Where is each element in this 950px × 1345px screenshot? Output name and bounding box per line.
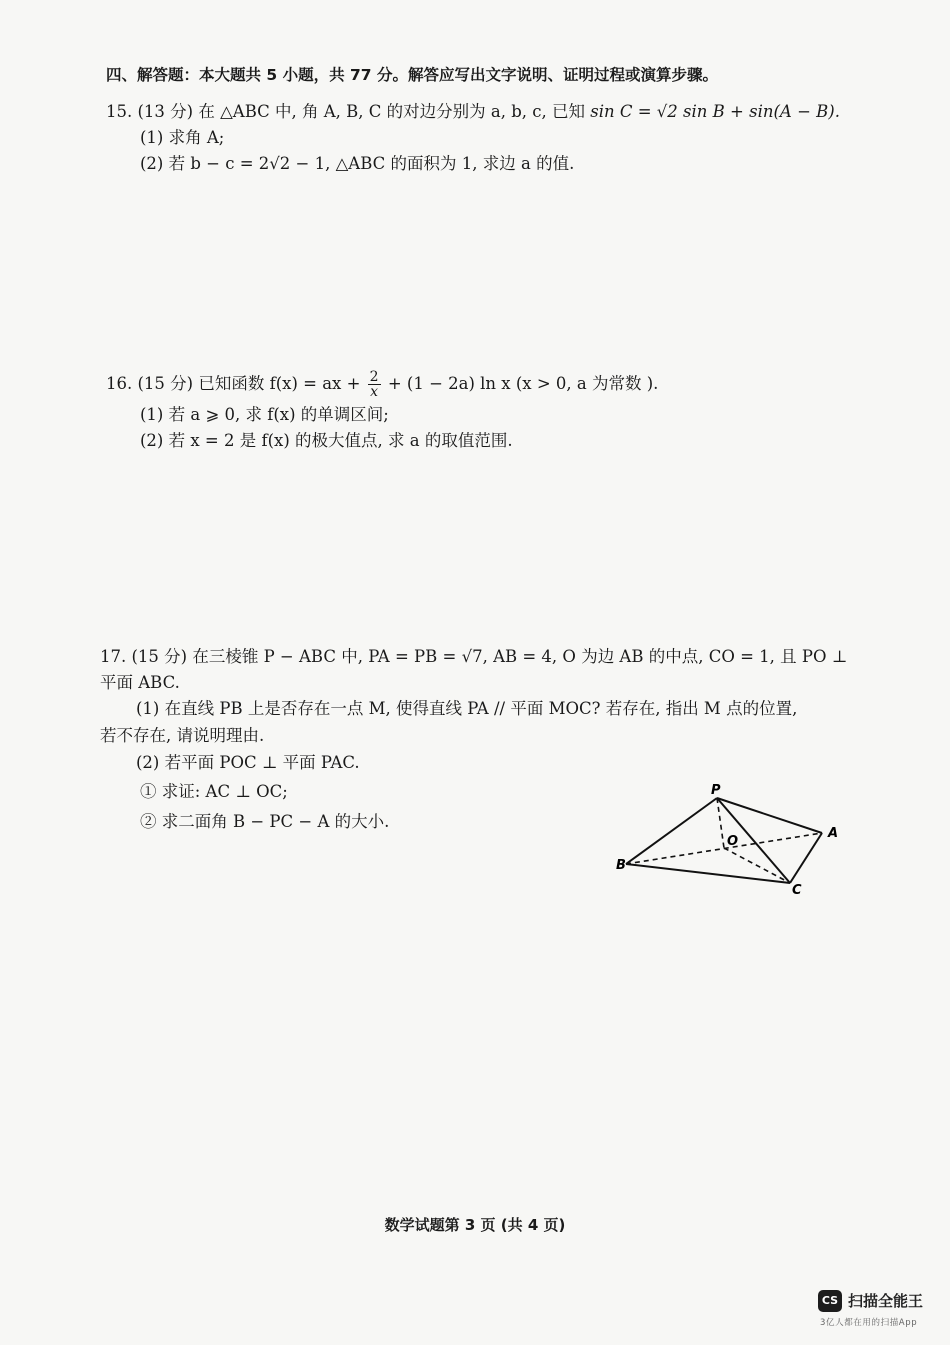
- label-C: C: [792, 883, 802, 896]
- label-A: A: [828, 826, 839, 841]
- edge-OC-hidden: [724, 848, 790, 883]
- q16-stem: [106, 367, 658, 401]
- camscanner-logo-icon: CS: [818, 1290, 842, 1312]
- edge-AC: [790, 833, 822, 883]
- q17-sub1: ① 求证: AC ⊥ OC;: [140, 782, 288, 801]
- q16-part1: (1) 若 a ⩾ 0, 求 f(x) 的单调区间;: [140, 405, 389, 424]
- tetrahedron-figure: [600, 778, 850, 896]
- q16-fraction: [368, 370, 381, 399]
- edge-BC: [626, 864, 790, 883]
- edge-PB: [626, 798, 717, 864]
- q15-stem-formula: sin C = √2 sin B + sin(A − B).: [590, 102, 840, 121]
- camscanner-slogan: 3亿人都在用的扫描App: [820, 1318, 918, 1328]
- label-P: P: [711, 783, 721, 798]
- q16-stem-a: 16. (15 分) 已知函数 f(x) = ax +: [106, 374, 366, 393]
- q17-part1-line1: (1) 在直线 PB 上是否存在一点 M, 使得直线 PA // 平面 MOC? 若存在, 指出 M 点的位置,: [136, 699, 798, 718]
- camscanner-name: 扫描全能王: [848, 1292, 924, 1310]
- page-footer: 数学试题第 3 页 (共 4 页): [384, 1216, 566, 1234]
- q15-part1: (1) 求角 A;: [140, 128, 225, 147]
- q17-part1-line2: 若不存在, 请说明理由.: [100, 726, 265, 745]
- label-O: O: [727, 834, 739, 849]
- q15-stem-prefix: 15. (13 分) 在 △ABC 中, 角 A, B, C 的对边分别为 a, b, c, 已知: [106, 102, 591, 121]
- q15-stem: [106, 101, 840, 123]
- section-header: 四、解答题：本大题共 5 小题，共 77 分。解答应写出文字说明、证明过程或演算步骤。: [106, 66, 718, 84]
- q16-fraction-denominator: x: [370, 384, 379, 400]
- q16-fraction-numerator: 2: [369, 369, 379, 385]
- q16-part2: (2) 若 x = 2 是 f(x) 的极大值点, 求 a 的取值范围.: [140, 431, 513, 450]
- q17-sub2: ② 求二面角 B − PC − A 的大小.: [140, 812, 390, 831]
- q16-stem-b: + (1 − 2a) ln x (x > 0, a 为常数 ).: [382, 374, 659, 393]
- label-B: B: [616, 858, 626, 873]
- q17-stem-line2: 平面 ABC.: [100, 673, 180, 692]
- q17-stem-line1: 17. (15 分) 在三棱锥 P − ABC 中, PA = PB = √7, AB = 4, O 为边 AB 的中点, CO = 1, 且 PO ⊥: [100, 647, 848, 666]
- q15-part2: (2) 若 b − c = 2√2 − 1, △ABC 的面积为 1, 求边 a 的值.: [140, 154, 575, 173]
- q17-part2: (2) 若平面 POC ⊥ 平面 PAC.: [136, 753, 360, 772]
